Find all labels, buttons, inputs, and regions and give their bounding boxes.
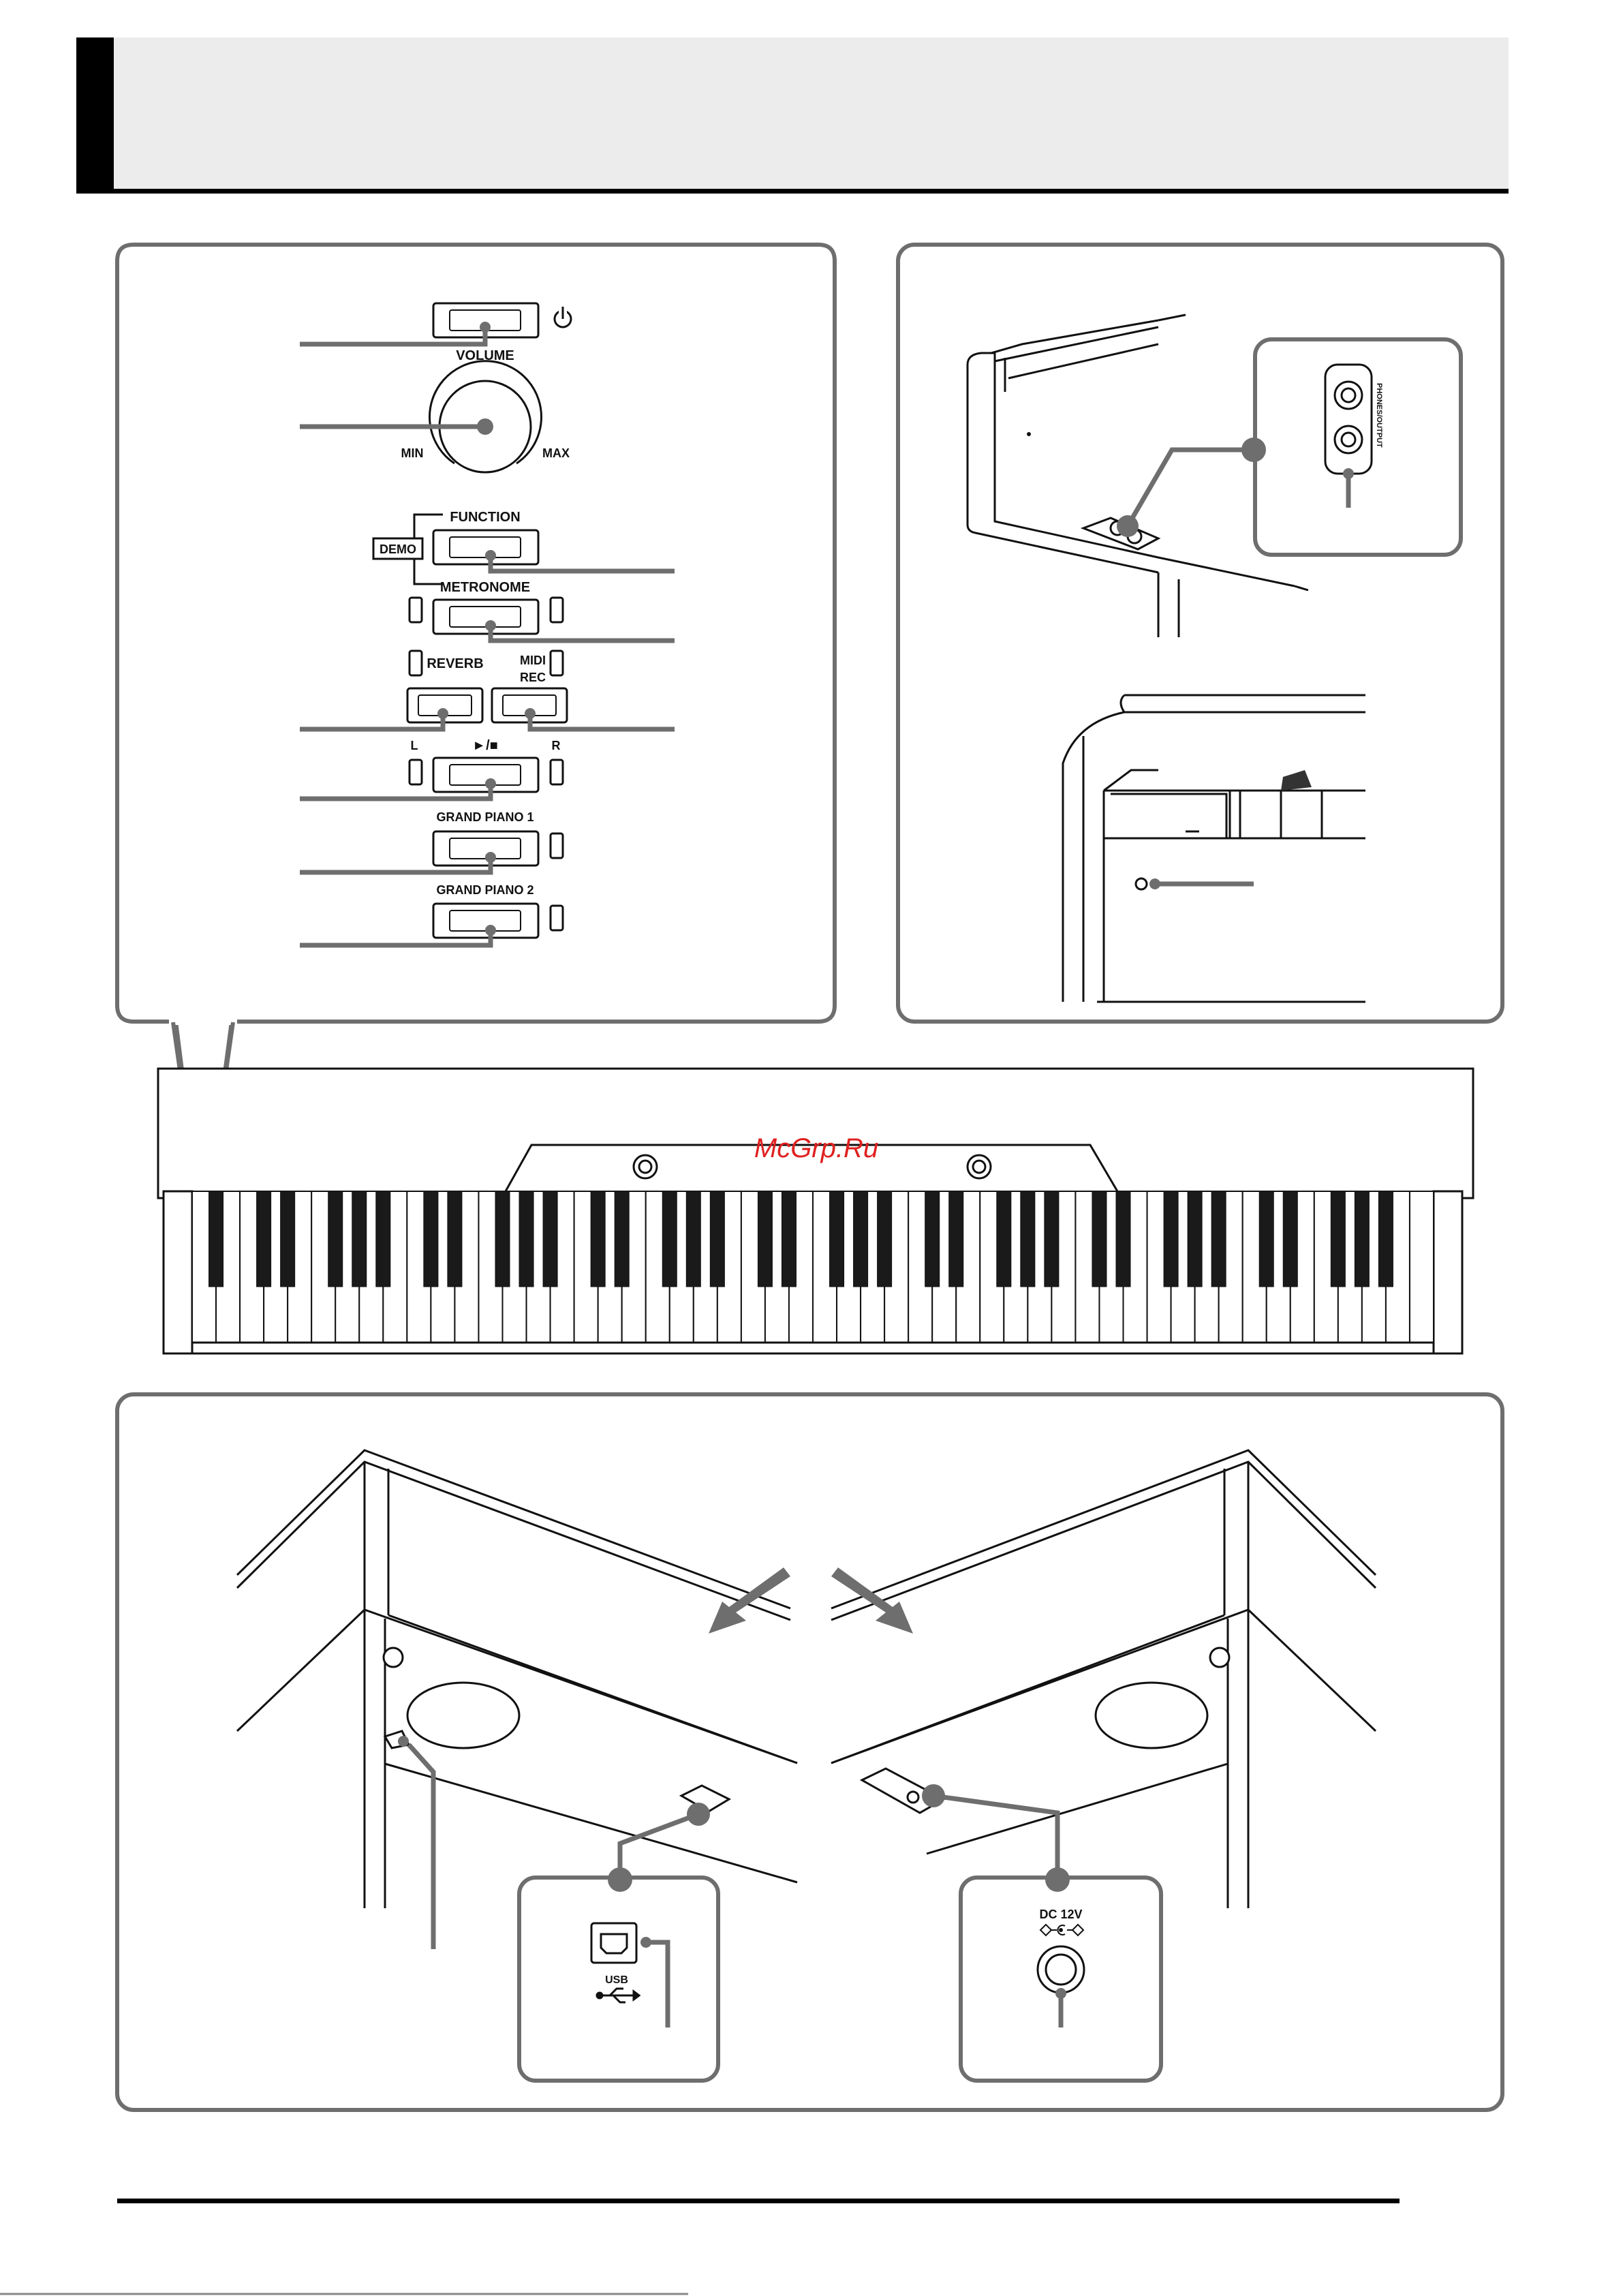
r-indicator	[551, 760, 563, 784]
black-key	[376, 1191, 390, 1287]
function-button-inner	[450, 537, 521, 557]
black-key	[925, 1191, 940, 1287]
play-stop-leader-dot	[485, 778, 496, 789]
black-key	[997, 1191, 1011, 1287]
black-key	[328, 1191, 343, 1287]
black-key	[878, 1191, 892, 1287]
black-key	[1116, 1191, 1130, 1287]
r-label: R	[551, 739, 561, 752]
phones-zoom-leader-dot	[1343, 468, 1354, 479]
keyboard-keys	[192, 1191, 1434, 1343]
grand-piano-2-button-inner	[450, 910, 521, 931]
watermark: McGrp.Ru	[754, 1133, 879, 1163]
grand-piano-1-leader-dot	[485, 852, 496, 863]
black-key	[209, 1191, 223, 1287]
header-background	[76, 37, 1509, 192]
black-key	[854, 1191, 868, 1287]
header-rule	[76, 189, 1509, 194]
midi-rec-indicator	[551, 651, 563, 675]
white-key	[1410, 1191, 1434, 1343]
underside-right-screw	[1210, 1648, 1229, 1667]
usb-port-socket	[601, 1934, 627, 1953]
volume-label: VOLUME	[456, 348, 514, 363]
function-leader-dot	[485, 550, 496, 561]
black-key	[615, 1191, 629, 1287]
power-lamp	[1136, 878, 1147, 889]
rec-label: REC	[519, 671, 546, 684]
control-knob-right-inner	[973, 1161, 985, 1173]
grand-piano-2-label: GRAND PIANO 2	[436, 883, 534, 897]
volume-max-label: MAX	[542, 446, 570, 460]
phones-zoom-dot	[1241, 438, 1266, 462]
l-label: L	[410, 739, 418, 752]
black-key	[686, 1191, 700, 1287]
black-key	[591, 1191, 605, 1287]
underside-left-screw	[384, 1648, 403, 1667]
reverb-label: REVERB	[427, 656, 484, 671]
black-key	[519, 1191, 534, 1287]
l-indicator	[409, 760, 422, 784]
demo-label: DEMO	[380, 542, 416, 556]
black-key	[448, 1191, 462, 1287]
black-key	[424, 1191, 438, 1287]
play-stop-label: ►/■	[472, 738, 498, 753]
callout-mask	[169, 1015, 237, 1025]
dc-zoom-dot	[1045, 1867, 1070, 1892]
play-stop-button-inner	[450, 765, 521, 785]
black-key	[662, 1191, 677, 1287]
phones-panel	[898, 245, 1502, 1022]
usb-zoom-dot	[608, 1867, 632, 1892]
dc-leader-dot	[922, 1784, 945, 1807]
black-key	[1259, 1191, 1273, 1287]
metronome-indicator-right	[551, 598, 563, 622]
power-leader-dot	[480, 322, 491, 333]
grand-piano-2-leader-dot	[485, 925, 496, 936]
black-key	[257, 1191, 271, 1287]
grand-piano-1-indicator	[551, 833, 563, 858]
black-key	[1092, 1191, 1107, 1287]
black-key	[495, 1191, 510, 1287]
black-key	[352, 1191, 367, 1287]
black-key	[1378, 1191, 1393, 1287]
dc-jack-inner	[1046, 1955, 1076, 1985]
bottom-panel	[117, 1394, 1502, 2110]
reverb-indicator	[409, 651, 422, 675]
black-key	[1331, 1191, 1345, 1287]
grand-piano-2-indicator	[551, 906, 563, 930]
black-key	[782, 1191, 796, 1287]
black-key	[1164, 1191, 1178, 1287]
black-key	[1211, 1191, 1226, 1287]
header-marker	[76, 37, 114, 194]
metronome-button-inner	[450, 607, 521, 627]
dc-port-sketch-hole	[908, 1792, 918, 1803]
midi-rec-leader-dot	[525, 708, 536, 719]
grand-piano-1-button-inner	[450, 838, 521, 859]
function-label: FUNCTION	[450, 510, 521, 525]
volume-leader-dot	[477, 418, 493, 435]
dc-zoom-leader-dot	[1055, 1988, 1066, 1999]
metronome-label: METRONOME	[439, 580, 531, 595]
black-key	[1045, 1191, 1059, 1287]
keyboard-overview	[158, 1069, 1473, 1353]
metronome-leader-dot	[485, 620, 496, 631]
metronome-indicator-left	[409, 598, 422, 622]
reverb-leader-dot	[437, 708, 448, 719]
phones-jack-label: PHONES/OUTPUT	[1375, 383, 1383, 448]
control-knob-left-inner	[639, 1161, 651, 1173]
grand-piano-1-label: GRAND PIANO 1	[436, 810, 534, 824]
volume-min-label: MIN	[401, 446, 424, 460]
phones-jack-1-inner	[1342, 388, 1355, 402]
screw-dot	[1027, 432, 1031, 436]
black-key	[1355, 1191, 1369, 1287]
usb-leader-dot	[687, 1803, 710, 1826]
usb-label: USB	[605, 1974, 628, 1986]
footer-rule	[117, 2199, 1400, 2203]
black-key	[758, 1191, 772, 1287]
black-key	[281, 1191, 295, 1287]
pedal-leader-dot	[398, 1736, 409, 1747]
keyboard-right-cheek	[1434, 1191, 1462, 1353]
phones-jack-2-inner	[1342, 433, 1355, 446]
black-key	[543, 1191, 557, 1287]
dc-label: DC 12V	[1039, 1908, 1083, 1921]
black-key	[830, 1191, 844, 1287]
page-header	[76, 37, 1509, 194]
midi-label: MIDI	[520, 654, 546, 667]
keyboard-left-cheek	[164, 1191, 192, 1353]
black-key	[1021, 1191, 1035, 1287]
phones-leader-dot	[1117, 515, 1139, 537]
power-lamp-leader-dot	[1149, 878, 1160, 889]
black-key	[1188, 1191, 1202, 1287]
black-key	[1283, 1191, 1297, 1287]
black-key	[949, 1191, 963, 1287]
usb-zoom-leader-dot	[640, 1937, 651, 1948]
black-key	[710, 1191, 724, 1287]
